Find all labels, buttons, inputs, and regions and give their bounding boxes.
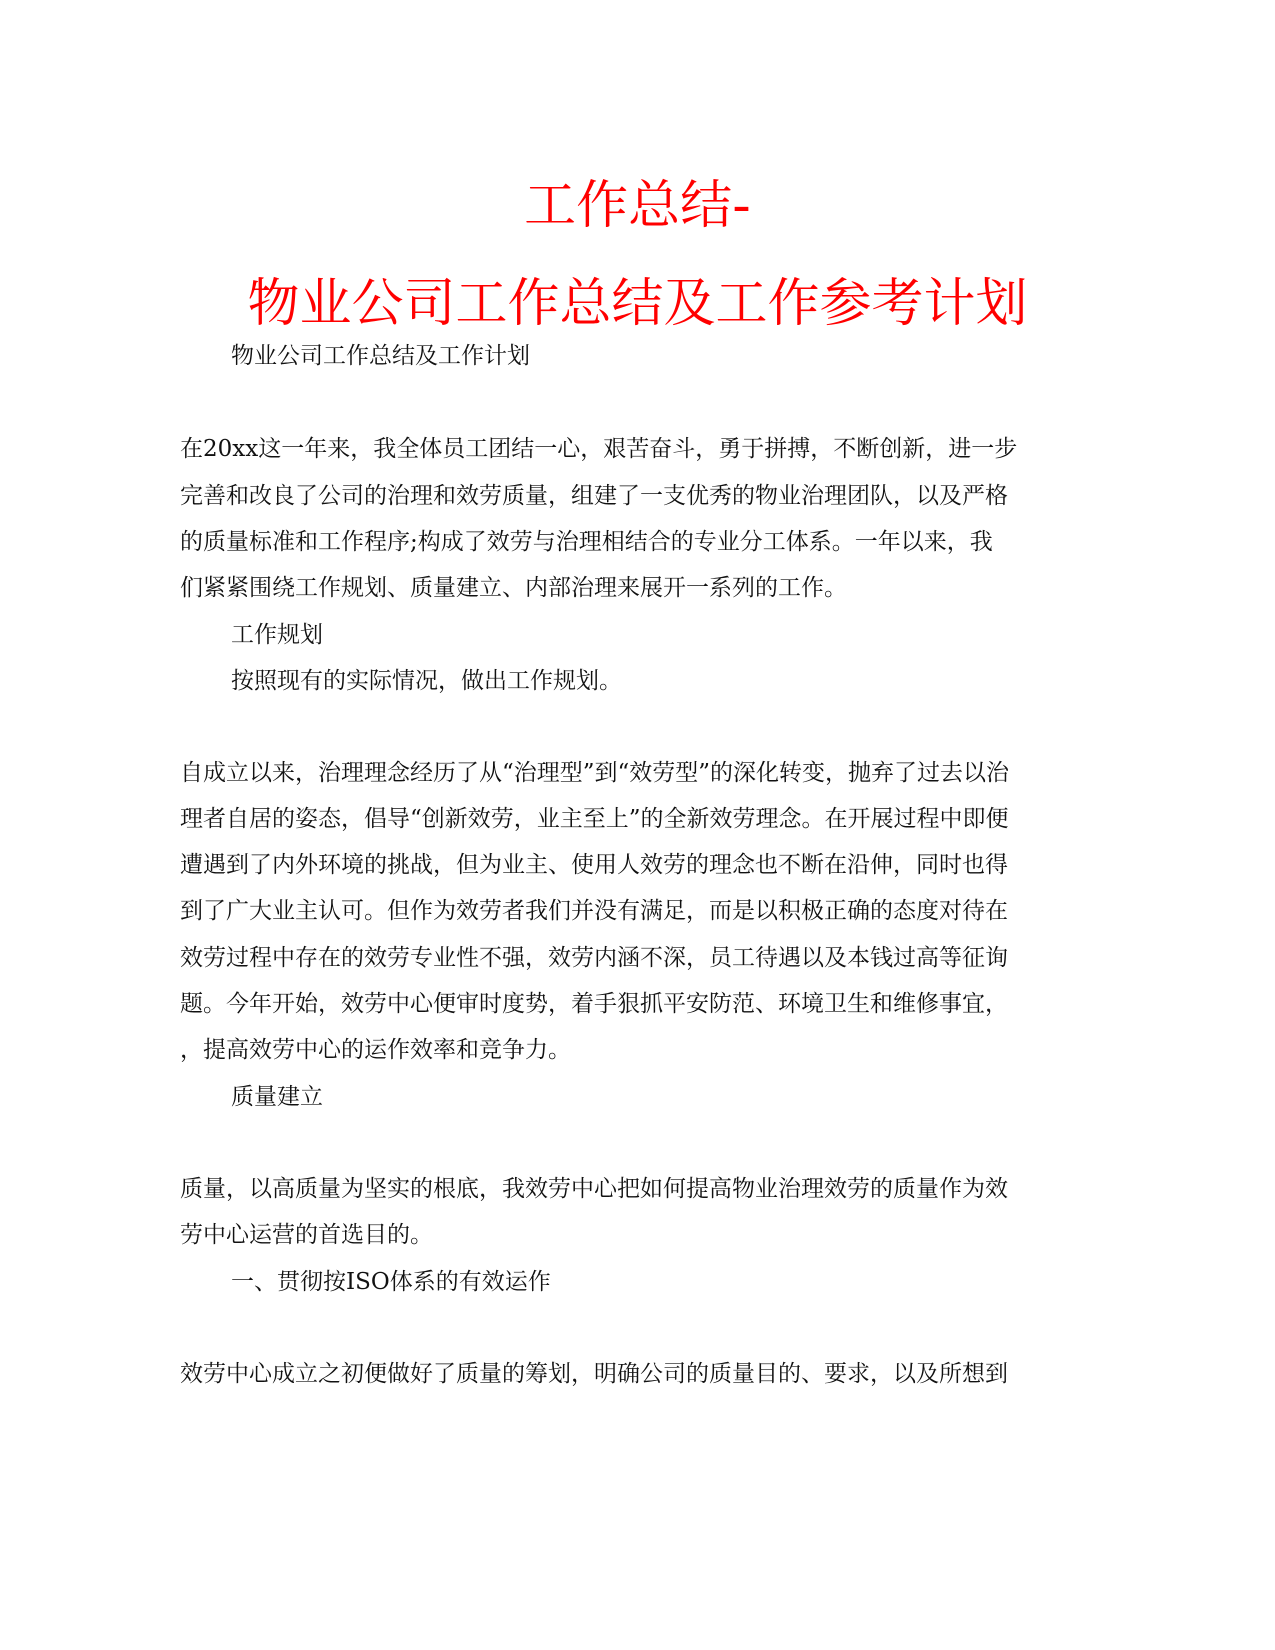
body-line: 效劳过程中存在的效劳专业性不强，效劳内涵不深，员工待遇以及本钱过高等征询 (180, 945, 1008, 971)
section-heading: 一、贯彻按ISO体系的有效运作 (231, 1269, 551, 1295)
body-line: 劳中心运营的首选目的。 (180, 1222, 433, 1248)
body-line: 遭遇到了内外环境的挑战，但为业主、使用人效劳的理念也不断在沿伸，同时也得 (180, 852, 1008, 878)
body-line: 质量，以高质量为坚实的根底，我效劳中心把如何提高物业治理效劳的质量作为效 (180, 1176, 1008, 1202)
body-line: ，提高效劳中心的运作效率和竞争力。 (180, 1037, 571, 1063)
body-line: 自成立以来，治理理念经历了从“治理型”到“效劳型”的深化转变，抛弃了过去以治 (180, 760, 1010, 786)
subtitle-line: 物业公司工作总结及工作计划 (231, 343, 530, 369)
section-heading: 质量建立 (231, 1084, 323, 1110)
body-line: 们紧紧围绕工作规划、质量建立、内部治理来展开一系列的工作。 (180, 575, 847, 601)
body-line: 按照现有的实际情况，做出工作规划。 (231, 668, 622, 694)
body-line: 的质量标准和工作程序;构成了效劳与治理相结合的专业分工体系。一年以来，我 (180, 529, 993, 555)
section-heading: 工作规划 (231, 622, 323, 648)
body-line: 效劳中心成立之初便做好了质量的筹划，明确公司的质量目的、要求，以及所想到 (180, 1361, 1008, 1387)
document-title-line-2: 物业公司工作总结及工作参考计划 (247, 274, 1028, 334)
body-line: 完善和改良了公司的治理和效劳质量，组建了一支优秀的物业治理团队，以及严格 (180, 483, 1008, 509)
body-line: 题。今年开始，效劳中心便审时度势，着手狠抓平安防范、环境卫生和维修事宜， (180, 991, 1008, 1017)
body-line: 到了广大业主认可。但作为效劳者我们并没有满足，而是以积极正确的态度对待在 (180, 898, 1008, 924)
document-title-line-1: 工作总结- (524, 176, 751, 236)
body-line: 在20xx这一年来，我全体员工团结一心，艰苦奋斗，勇于拼搏，不断创新，进一步 (180, 436, 1018, 462)
body-line: 理者自居的姿态，倡导“创新效劳，业主至上”的全新效劳理念。在开展过程中即便 (180, 806, 1009, 832)
